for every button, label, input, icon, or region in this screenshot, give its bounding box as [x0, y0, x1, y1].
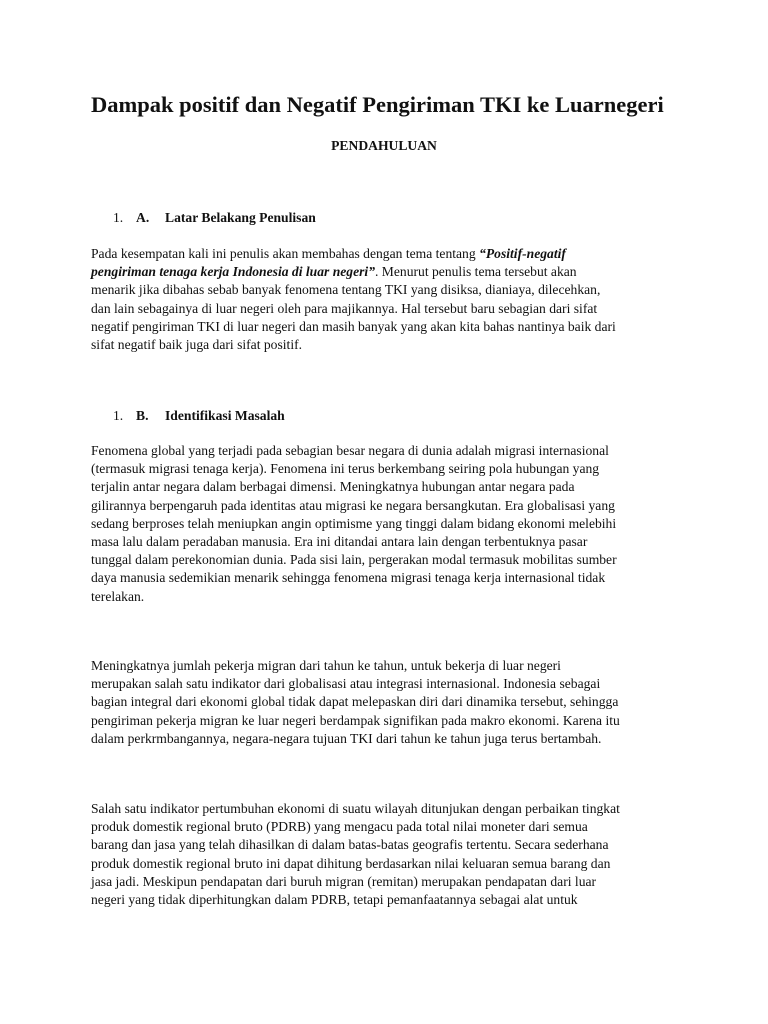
- paragraph-line: Fenomena global yang terjadi pada sebagian besar negara di dunia adalah migrasi internasional: [91, 443, 609, 458]
- paragraph-line: sifat negatif baik juga dari sifat positif.: [91, 337, 303, 353]
- section-heading-a: [113, 209, 316, 227]
- section-title: Latar Belakang Penulisan: [165, 210, 316, 225]
- paragraph-line: jasa jadi. Meskipun pendapatan dari buruh migran (remitan) merupakan pendapatan dari luar: [91, 873, 597, 889]
- paragraph-line: bagian integral dari ekonomi global tidak dapat melepaskan diri dari dinamika tersebut, sehingga: [91, 694, 619, 710]
- paragraph-line: negatif pengiriman TKI di luar negeri dan masih banyak yang akan kita bahas nantinya baik dari: [91, 318, 616, 334]
- paragraph-line: pengiriman pekerja migran ke luar negeri berdampak signifikan pada makro ekonomi. Karena itu: [91, 712, 620, 728]
- section-heading-b: [113, 407, 285, 425]
- document-title: Dampak positif dan Negatif Pengiriman TKI ke Luarnegeri: [91, 92, 664, 117]
- paragraph-line: negeri yang tidak diperhitungkan dalam PDRB, tetapi pemanfaatannya sebagai alat untuk: [91, 892, 578, 908]
- emphasized-topic: “Positif-negatif: [479, 246, 566, 261]
- paragraph-line: merupakan salah satu indikator dari globalisasi atau integrasi internasional. Indonesia sebagai: [91, 676, 601, 692]
- section-number: 1.: [113, 210, 124, 225]
- document-subtitle: PENDAHULUAN: [331, 138, 437, 153]
- paragraph-line: dan lain sebagainya di luar negeri oleh para majikannya. Hal tersebut baru sebagian dari sifat: [91, 300, 598, 316]
- paragraph-line: produk domestik regional bruto ini dapat dihitung berdasarkan nilai keluaran semua barang dan: [91, 855, 611, 871]
- paragraph-identifikasi-2: [91, 657, 691, 748]
- section-title: Identifikasi Masalah: [165, 408, 285, 423]
- section-number: 1.: [113, 408, 124, 423]
- paragraph-text: Pada kesempatan kali ini penulis akan membahas dengan tema tentang: [91, 246, 480, 261]
- paragraph-line: sedang berproses telah meniupkan angin optimisme yang tinggi dalam bidang ekonomi melebihi: [91, 515, 617, 531]
- paragraph-line: produk domestik regional bruto (PDRB) yang mengacu pada total nilai moneter dari semua: [91, 819, 588, 835]
- paragraph-line: [91, 245, 691, 263]
- paragraph-line: daya manusia sedemikian menarik sehingga fenomena migrasi tenaga kerja internasional tidak: [91, 570, 606, 586]
- paragraph-identifikasi-3: [91, 800, 691, 909]
- paragraph-line: (termasuk migrasi tenaga kerja). Fenomena ini terus berkembang seiring pola hubungan yang: [91, 461, 600, 477]
- paragraph-line: Meningkatnya jumlah pekerja migran dari tahun ke tahun, untuk bekerja di luar negeri: [91, 658, 561, 673]
- section-letter: A.: [136, 210, 150, 225]
- paragraph-line: terjalin antar negara dalam berbagai dimensi. Meningkatnya hubungan antar negara pada: [91, 479, 575, 495]
- section-letter: B.: [136, 408, 149, 423]
- paragraph-line: barang dan jasa yang telah dihasilkan di dalam batas-batas geografis tertentu. Secara sederhana: [91, 837, 609, 853]
- paragraph-line: tunggal dalam perekonomian dunia. Pada sisi lain, pergerakan modal termasuk mobilitas sumber: [91, 552, 617, 568]
- paragraph-latar-belakang: [91, 245, 691, 354]
- paragraph-line: menarik jika dibahas sebab banyak fenomena tentang TKI yang disiksa, dianiaya, dilecehkan,: [91, 282, 601, 298]
- paragraph-line: masa lalu dalam peradaban manusia. Era ini ditandai antara lain dengan terbentuknya pasar: [91, 534, 588, 550]
- paragraph-line: terelakan.: [91, 588, 145, 604]
- paragraph-text: . Menurut penulis tema tersebut akan: [375, 264, 577, 280]
- paragraph-line: [91, 263, 691, 281]
- paragraph-identifikasi-1: [91, 442, 691, 606]
- paragraph-line: Salah satu indikator pertumbuhan ekonomi di suatu wilayah ditunjukan dengan perbaikan tingkat: [91, 801, 620, 816]
- paragraph-line: gilirannya berpengaruh pada identitas atau migrasi ke negara bersangkutan. Era globalisasi yang: [91, 497, 615, 513]
- paragraph-line: dalam perkrmbangannya, negara-negara tujuan TKI dari tahun ke tahun juga terus bertambah.: [91, 730, 602, 746]
- emphasized-topic: pengiriman tenaga kerja Indonesia di luar negeri”: [91, 264, 375, 280]
